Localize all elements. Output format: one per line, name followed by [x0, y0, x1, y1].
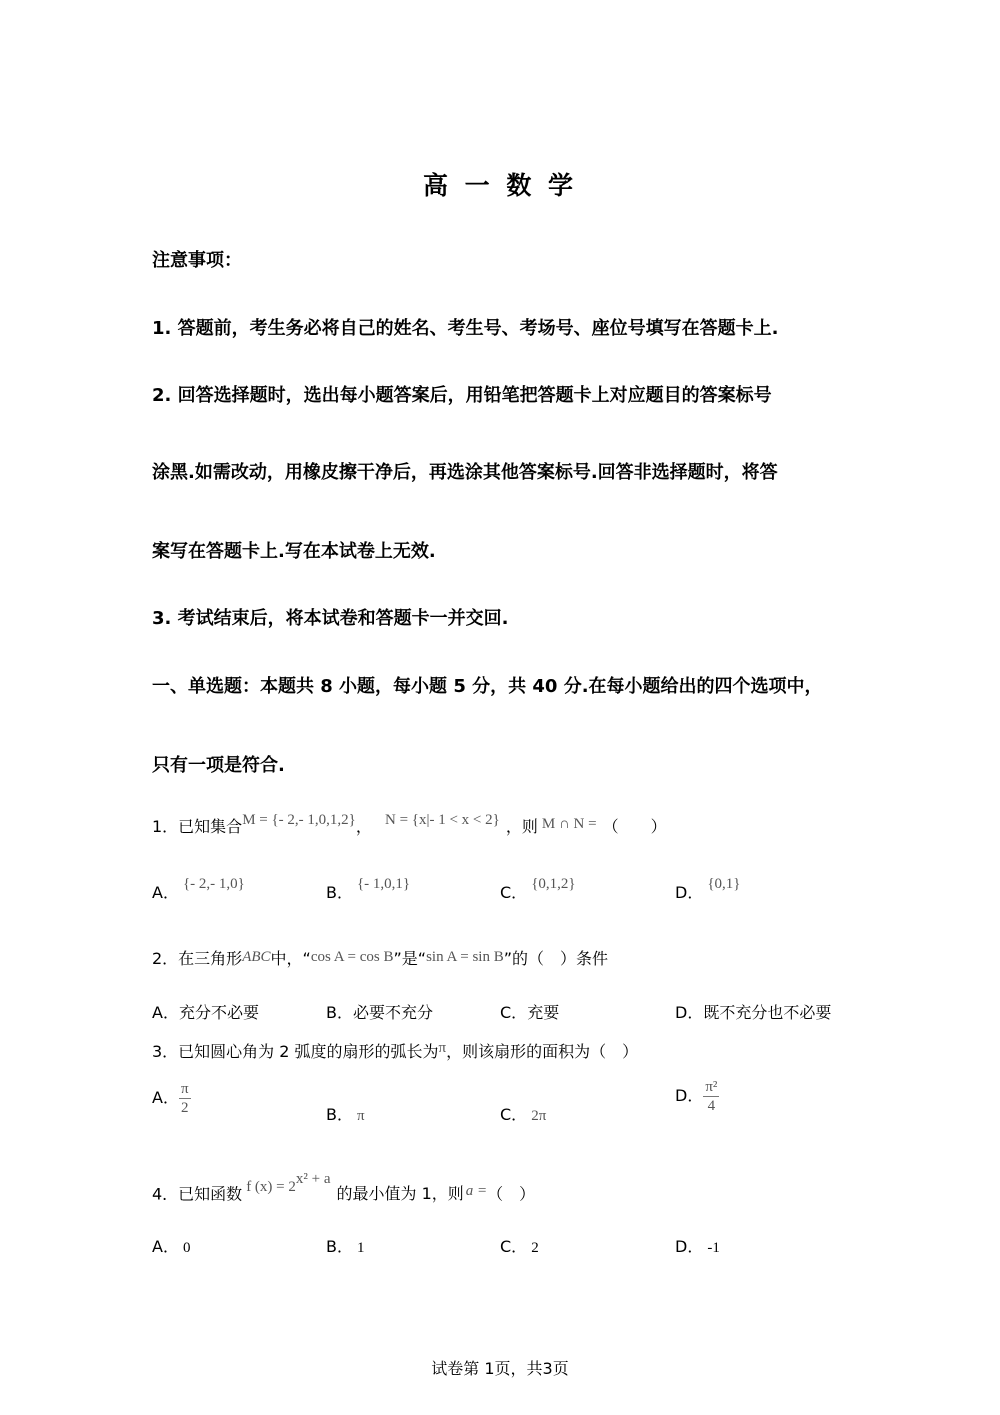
question-text: ”的（ ）条件: [503, 949, 609, 968]
option-value: 2: [531, 1240, 539, 1256]
option-value: 2π: [531, 1108, 547, 1124]
option-label: D．: [675, 1003, 704, 1022]
option-value: {0,1,2}: [531, 876, 576, 892]
option-value: {- 2,- 1,0}: [182, 876, 245, 892]
question-text: ，则: [505, 817, 538, 836]
option-c: [500, 876, 576, 903]
notice-item-3: 3. 考试结束后，将本试卷和答题卡一并交回.: [152, 608, 509, 629]
option-label: A．: [152, 883, 179, 902]
option-label: D．: [675, 1237, 704, 1256]
fraction-denominator: 4: [707, 1098, 716, 1114]
question-text: ”是“: [393, 949, 427, 968]
option-d: [675, 1078, 719, 1115]
option-value: 0: [182, 1240, 191, 1256]
option-a: [152, 876, 245, 903]
math-exponent: x² + a: [295, 1171, 331, 1187]
option-b: [326, 876, 411, 903]
option-a: [152, 1000, 259, 1023]
option-value: 充要: [527, 1003, 560, 1022]
option-c: [500, 1234, 539, 1257]
option-value: π: [356, 1108, 365, 1124]
question-text: ，: [355, 817, 372, 836]
question-text: 2．在三角形: [152, 949, 243, 968]
question-1: [152, 814, 667, 837]
question-3: [152, 1039, 638, 1062]
fraction-numerator: π: [180, 1081, 189, 1097]
question-text: 1．已知集合: [152, 817, 243, 836]
option-label: D．: [675, 883, 704, 902]
math-expression: ABC: [242, 949, 271, 965]
question-text: 4．已知函数: [152, 1184, 243, 1204]
option-c: [500, 1102, 546, 1125]
option-label: C．: [500, 1105, 528, 1124]
option-value: {0,1}: [707, 876, 741, 892]
math-expression: f (x) = 2: [246, 1179, 296, 1196]
option-label: A．: [152, 1088, 179, 1107]
option-d: [675, 876, 741, 903]
section-heading-line-1: 一、单选题：本题共 8 小题，每小题 5 分，共 40 分.在每小题给出的四个选项中，: [152, 676, 823, 697]
notice-heading: 注意事项：: [152, 250, 242, 271]
fraction: [179, 1080, 191, 1117]
question-text: 中，“: [270, 949, 311, 968]
option-value: 1: [356, 1240, 365, 1256]
option-d: [675, 1000, 831, 1023]
option-a: [152, 1080, 191, 1117]
option-label: D．: [675, 1086, 704, 1105]
math-expression: M = {- 2,- 1,0,1,2}: [242, 812, 356, 828]
option-label: A．: [152, 1003, 179, 1022]
question-2: [152, 946, 608, 969]
notice-item-2-line-3: 案写在答题卡上.写在本试卷上无效.: [152, 541, 436, 562]
answer-blank: （ ）: [602, 817, 667, 836]
question-text: ，则该扇形的面积为（ ）: [446, 1042, 639, 1061]
section-heading-line-2: 只有一项是符合.: [152, 755, 285, 776]
notice-item-2-line-2: 涂黑.如需改动，用橡皮擦干净后，再选涂其他答案标号.回答非选择题时，将答: [152, 462, 778, 483]
math-expression: a =: [465, 1183, 488, 1200]
option-label: C．: [500, 1003, 528, 1022]
option-b: [326, 1234, 364, 1257]
option-label: B．: [326, 1105, 353, 1124]
option-label: B．: [326, 883, 353, 902]
option-value: -1: [707, 1240, 720, 1256]
option-value: 既不充分也不必要: [703, 1003, 832, 1022]
question-text: 的最小值为 1，则: [336, 1184, 464, 1204]
math-expression: cos A = cos B: [310, 949, 394, 965]
option-label: B．: [326, 1003, 353, 1022]
option-label: C．: [500, 883, 528, 902]
option-a: [152, 1234, 190, 1257]
option-b: [326, 1000, 433, 1023]
option-value: {- 1,0,1}: [356, 876, 411, 892]
notice-item-1: 1. 答题前，考生务必将自己的姓名、考生号、考场号、座位号填写在答题卡上.: [152, 318, 779, 339]
option-label: B．: [326, 1237, 353, 1256]
option-d: [675, 1234, 720, 1257]
fraction-denominator: 2: [180, 1100, 189, 1116]
math-expression: π: [438, 1040, 447, 1056]
option-value: 必要不充分: [352, 1003, 433, 1022]
option-label: A．: [152, 1237, 179, 1256]
answer-blank: （ ）: [487, 1184, 536, 1204]
page-footer: 试卷第 1页，共3页: [431, 1359, 569, 1378]
option-b: [326, 1102, 365, 1125]
option-value: 充分不必要: [178, 1003, 259, 1022]
question-4: [152, 1171, 536, 1204]
option-c: [500, 1000, 559, 1023]
notice-item-2-line-1: 2. 回答选择题时，选出每小题答案后，用铅笔把答题卡上对应题目的答案标号: [152, 385, 772, 406]
fraction: [703, 1078, 719, 1115]
fraction-numerator: π²: [705, 1079, 718, 1095]
option-label: C．: [500, 1237, 528, 1256]
math-expression: N = {x|- 1 < x < 2}: [384, 812, 500, 828]
question-text: 3．已知圆心角为 2 弧度的扇形的弧长为: [152, 1042, 439, 1061]
math-expression: M ∩ N =: [541, 816, 597, 832]
math-expression: sin A = sin B: [426, 949, 504, 965]
page-title: 高 一 数 学: [422, 171, 578, 200]
